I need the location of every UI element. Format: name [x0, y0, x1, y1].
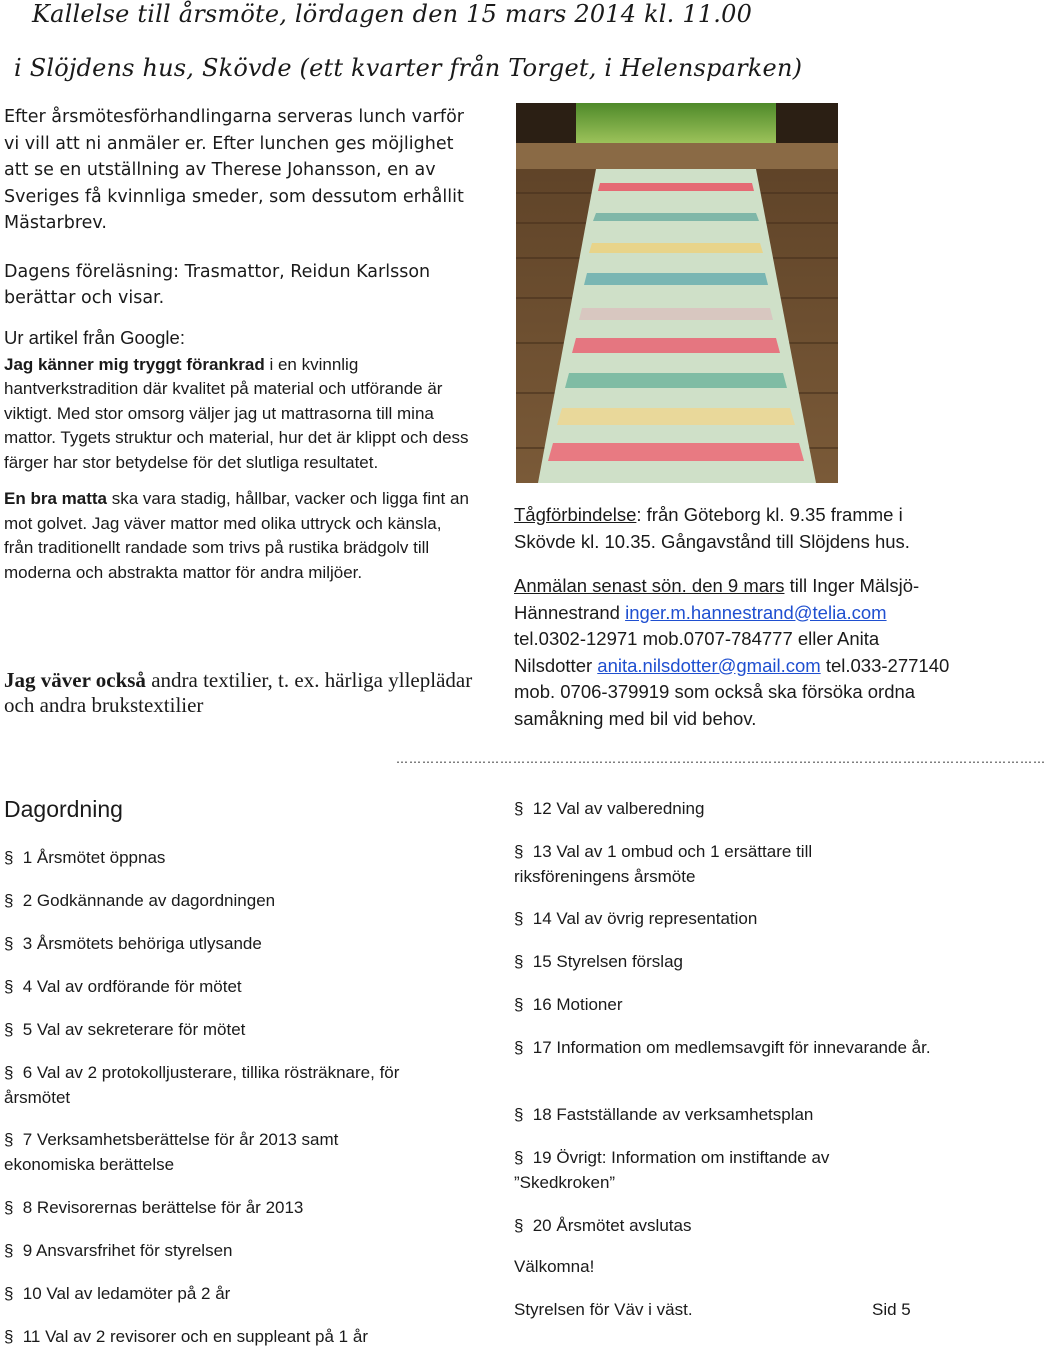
- agenda-item: § 9 Ansvarsfrihet för styrelsen: [4, 1241, 233, 1260]
- intro-text: [4, 104, 474, 312]
- agenda-item: § 15 Styrelsen förslag: [514, 952, 683, 971]
- signature: Styrelsen för Väv i väst.: [514, 1300, 693, 1319]
- agenda-item: § 1 Årsmötet öppnas: [4, 848, 166, 867]
- email-link-anita[interactable]: anita.nilsdotter@gmail.com: [597, 654, 821, 676]
- agenda-item: § 5 Val av sekreterare för mötet: [4, 1020, 246, 1039]
- agenda-item: § 14 Val av övrig representation: [514, 909, 758, 928]
- rag-rug-illustration: [516, 103, 838, 483]
- intro-paragraph: Efter årsmötesförhandlingarna serveras lunch varför vi vill att ni anmäler er. Efter lunchen ges möjlighet att se en utställning av Therese Johansson, en av Sveriges få kvinnliga smeder, som dessutom erhållit Mästarbrev.: [4, 107, 464, 233]
- article-heading: Ur artikel från Google:: [4, 327, 185, 348]
- agenda-item: § 4 Val av ordförande för mötet: [4, 977, 242, 996]
- welcome-text: Välkomna!: [514, 1257, 595, 1276]
- agenda-item: § 8 Revisorernas berättelse för år 2013: [4, 1198, 304, 1217]
- agenda-item: § 10 Val av ledamöter på 2 år: [4, 1284, 231, 1303]
- footer: [514, 1300, 960, 1320]
- agenda-item: § 17 Information om medlemsavgift för innevarande år.: [514, 1038, 931, 1057]
- signup-info: Anmälan senast sön. den 9 mars till Inger Mälsjö-Hännestrand inger.m.hannestrand@telia.com tel.0302-12971 mob.0707-784777 eller Anita Nilsdotter anita.nilsdotter@gmail.com tel.033-277140 mob. 0706-379919 som också ska försöka ordna samåkning med bil vid behov.: [514, 575, 950, 729]
- title-line-2: i Slöjdens hus, Skövde (ett kvarter från Torget, i Helensparken): [14, 54, 803, 82]
- agenda-item: § 18 Fastställande av verksamhetsplan: [514, 1105, 814, 1124]
- rag-rug-photo: [516, 103, 838, 483]
- agenda-item: § 3 Årsmötets behöriga utlysande: [4, 934, 262, 953]
- email-link-inger[interactable]: inger.m.hannestrand@telia.com: [625, 601, 887, 623]
- page-number: Sid 5: [872, 1300, 911, 1319]
- agenda-title: Dagordning: [4, 796, 123, 822]
- agenda-item: § 19 Övrigt: Information om instiftande av ”Skedkroken”: [514, 1148, 830, 1192]
- article-paragraph-3: Jag väver också andra textilier, t. ex. härliga ylleplädar och andra brukstextilier: [4, 668, 473, 717]
- article-text: [4, 326, 474, 585]
- practical-info: [514, 502, 960, 732]
- agenda-item: § 13 Val av 1 ombud och 1 ersättare till riksföreningens årsmöte: [514, 842, 813, 886]
- agenda-item: § 7 Verksamhetsberättelse för år 2013 samt ekonomiska berättelse: [4, 1130, 339, 1174]
- agenda-item: § 2 Godkännande av dagordningen: [4, 891, 276, 910]
- lecture-paragraph: Dagens föreläsning: Trasmattor, Reidun Karlsson berättar och visar.: [4, 261, 431, 308]
- agenda-item: § 11 Val av 2 revisorer och en suppleant på 1 år: [4, 1327, 368, 1346]
- section-divider: ……………………………………………………………………………………………………………………………………: [396, 752, 1046, 766]
- travel-info: Tågförbindelse: från Göteborg kl. 9.35 framme i Skövde kl. 10.35. Gångavstånd till Slöjdens hus.: [514, 504, 910, 552]
- agenda-item: § 20 Årsmötet avslutas: [514, 1216, 692, 1235]
- article-paragraph-2: En bra matta ska vara stadig, hållbar, vacker och ligga fint an mot golvet. Jag väver mattor med olika uttryck och känsla, från traditionellt randade som trivs på rustika brädgolv till moderna och abstrakta mattor för andra miljöer.: [4, 489, 469, 582]
- article-paragraph-1: Jag känner mig tryggt förankrad i en kvinnlig hantverkstradition där kvalitet på material och utförande är viktigt. Med stor omsorg väljer jag ut mattrasorna till mina mattor. Tygets struktur och material, hur det är klippt och dess färger har stor betydelse för det slutliga resultatet.: [4, 354, 469, 472]
- agenda-item: § 12 Val av valberedning: [514, 799, 705, 818]
- title-line-1: Kallelse till årsmöte, lördagen den 15 mars 2014 kl. 11.00: [32, 0, 753, 28]
- agenda-item: § 6 Val av 2 protokolljusterare, tillika rösträknare, för årsmötet: [4, 1063, 400, 1107]
- agenda-item: § 16 Motioner: [514, 995, 623, 1014]
